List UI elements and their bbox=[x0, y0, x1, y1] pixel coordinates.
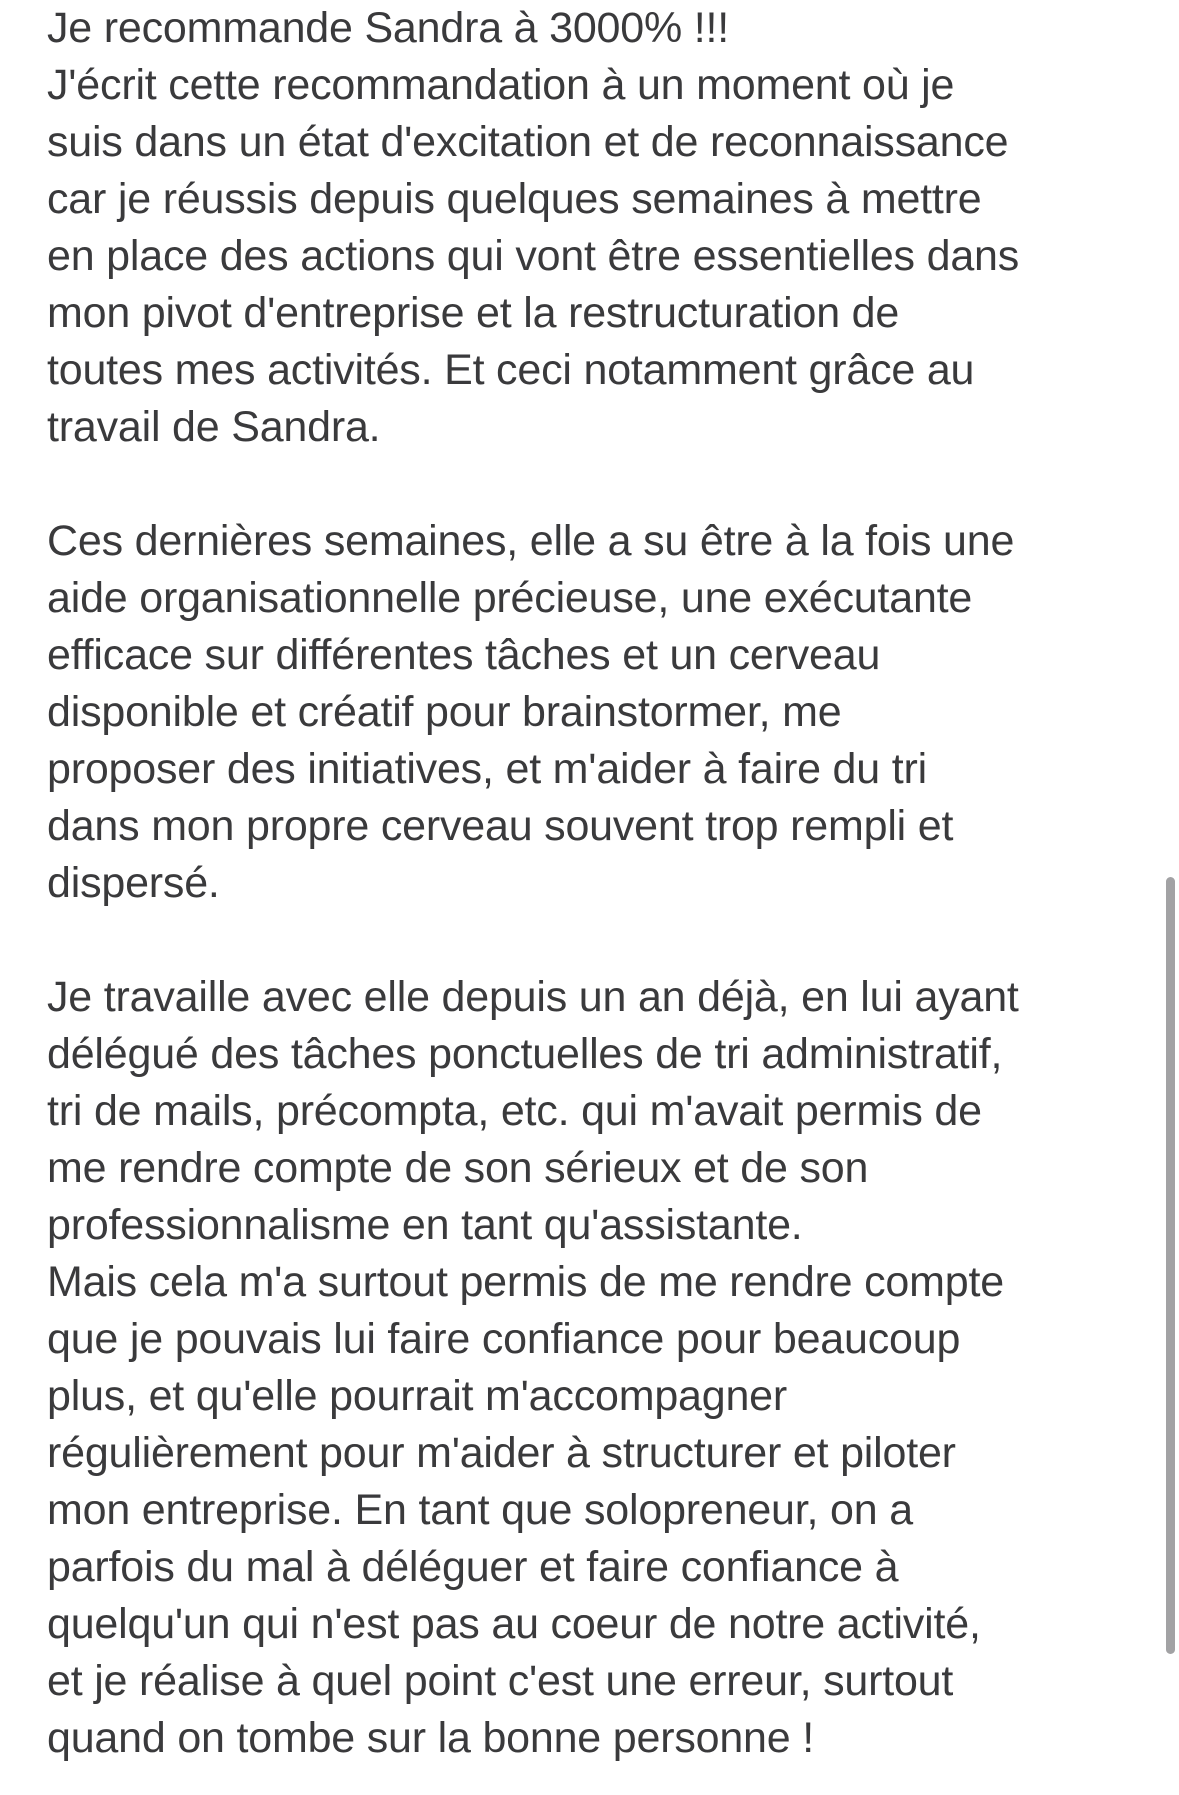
text-line: que je pouvais lui faire confiance pour beaucoup bbox=[47, 1315, 961, 1363]
scrollbar-thumb[interactable] bbox=[1166, 877, 1175, 1654]
text-line: tri de mails, précompta, etc. qui m'avait permis de bbox=[47, 1087, 982, 1135]
text-line: plus, et qu'elle pourrait m'accompagner bbox=[47, 1372, 788, 1420]
text-line: dans mon propre cerveau souvent trop rempli et bbox=[47, 802, 954, 850]
text-line: régulièrement pour m'aider à structurer et piloter bbox=[47, 1429, 956, 1477]
text-line: mon entreprise. En tant que solopreneur, on a bbox=[47, 1486, 913, 1534]
text-line: professionnalisme en tant qu'assistante. bbox=[47, 1201, 803, 1249]
text-line bbox=[47, 456, 1147, 513]
text-line: proposer des initiatives, et m'aider à faire du tri bbox=[47, 745, 927, 793]
text-line: toutes mes activités. Et ceci notamment grâce au bbox=[47, 346, 975, 394]
text-line: efficace sur différentes tâches et un cerveau bbox=[47, 631, 881, 679]
text-line: disponible et créatif pour brainstormer, me bbox=[47, 688, 842, 736]
text-line: Je recommande Sandra à 3000% !!! bbox=[47, 4, 729, 52]
text-line: délégué des tâches ponctuelles de tri administratif, bbox=[47, 1030, 1003, 1078]
text-line bbox=[47, 912, 1147, 969]
text-line: J'écrit cette recommandation à un moment où je bbox=[47, 61, 955, 109]
vertical-scrollbar-track[interactable] bbox=[1152, 0, 1179, 1795]
text-line: mon pivot d'entreprise et la restructuration de bbox=[47, 289, 900, 337]
text-line: dispersé. bbox=[47, 859, 220, 907]
recommendation-text bbox=[47, 0, 1147, 1767]
text-line: Ces dernières semaines, elle a su être à la fois une bbox=[47, 517, 1015, 565]
text-line: suis dans un état d'excitation et de reconnaissance bbox=[47, 118, 1009, 166]
text-line: travail de Sandra. bbox=[47, 403, 381, 451]
text-line: quelqu'un qui n'est pas au coeur de notre activité, bbox=[47, 1600, 981, 1648]
text-line: me rendre compte de son sérieux et de son bbox=[47, 1144, 869, 1192]
text-line: car je réussis depuis quelques semaines à mettre bbox=[47, 175, 982, 223]
text-line: aide organisationnelle précieuse, une exécutante bbox=[47, 574, 973, 622]
text-line: Je travaille avec elle depuis un an déjà, en lui ayant bbox=[47, 973, 1019, 1021]
text-line: quand on tombe sur la bonne personne ! bbox=[47, 1714, 814, 1762]
text-line: en place des actions qui vont être essentielles dans bbox=[47, 232, 1020, 280]
text-line: Mais cela m'a surtout permis de me rendre compte bbox=[47, 1258, 1004, 1306]
text-line: et je réalise à quel point c'est une erreur, surtout bbox=[47, 1657, 954, 1705]
text-line: parfois du mal à déléguer et faire confiance à bbox=[47, 1543, 899, 1591]
